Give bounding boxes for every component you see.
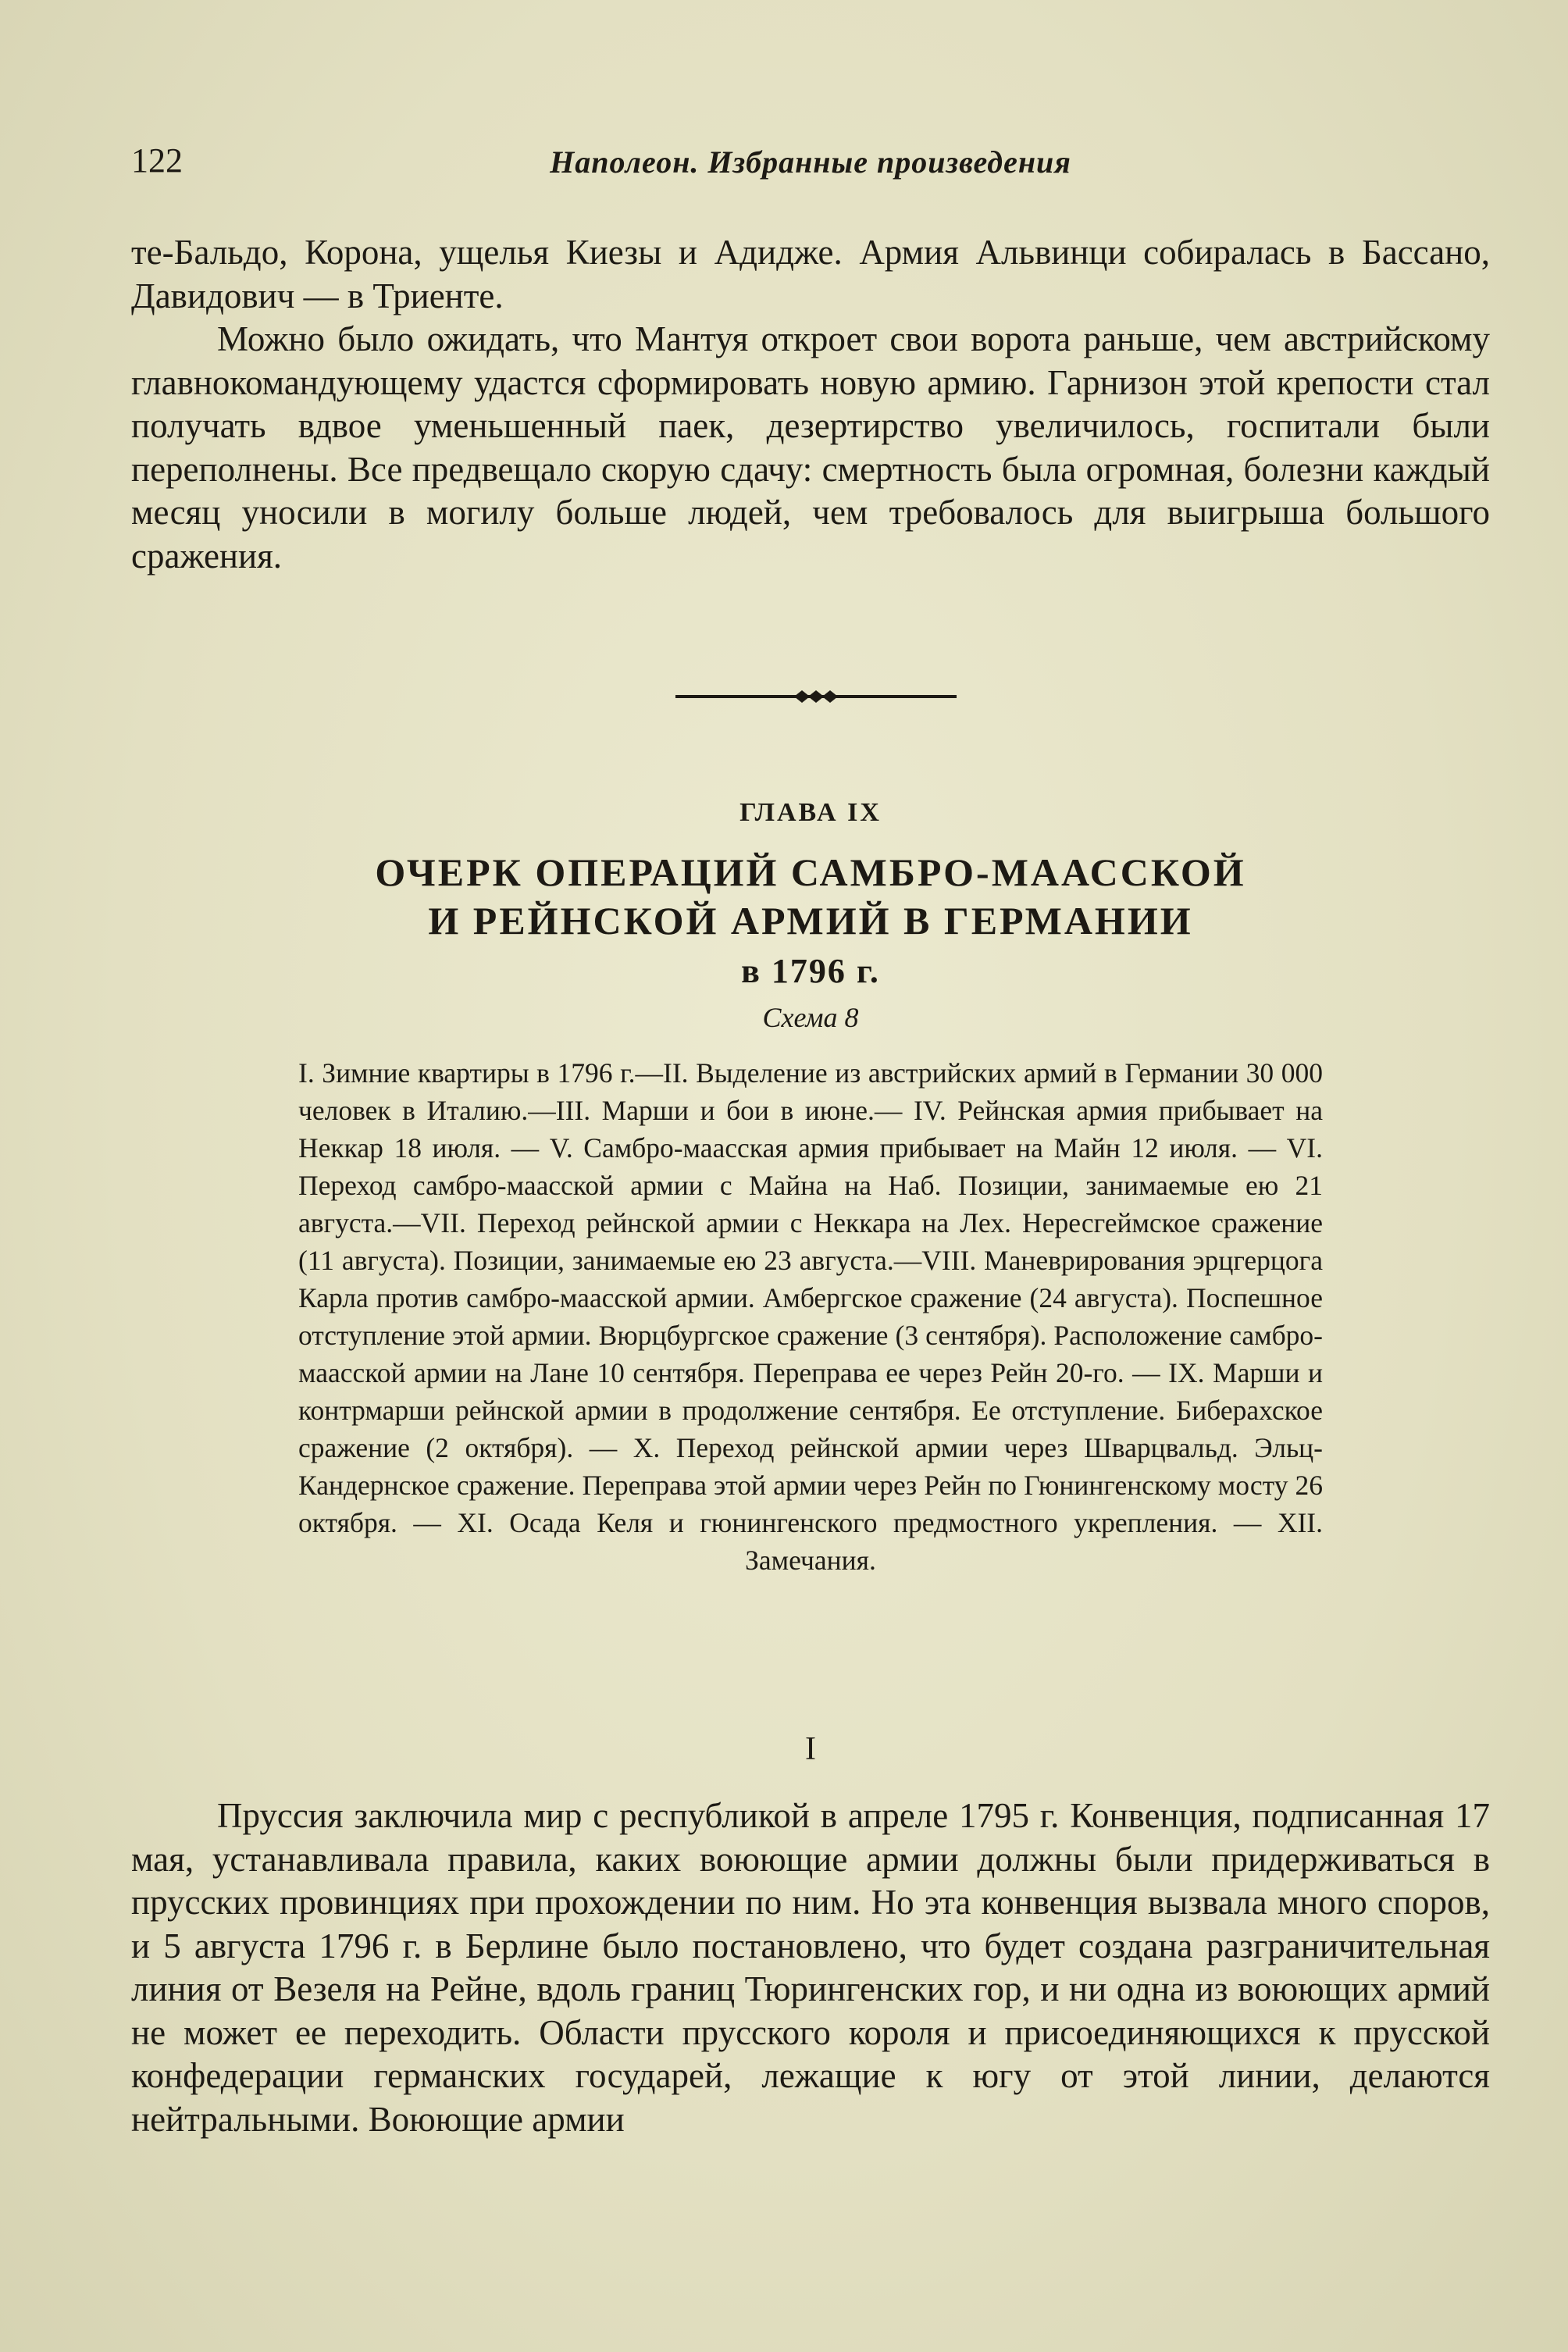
paragraph-mantua: Можно было ожидать, что Мантуя откроет свои ворота раньше, чем австрийскому главнокомандующему удастся сформировать новую армию. Гарнизон этой крепости стал получать вдвое уменьшенный паек, дезертирство увеличилось, госпитали были переполнены. Все предвещало скорую сдачу: смертность была огромная, болезни каждый месяц уносили в могилу больше людей, чем требовалось для выигрыша большого сражения.	[131, 319, 1490, 576]
chapter-title-line-1: ОЧЕРК ОПЕРАЦИЙ САМБРО-МААССКОЙ	[375, 850, 1246, 894]
paragraph-prussia: Пруссия заключила мир с республикой в апреле 1795 г. Конвенция, подписанная 17 мая, устанавливала правила, каких воюющие армии должны были придерживаться в прусских провинциях при прохождении по ним. Но эта конвенция вызвала много споров, и 5 августа 1796 г. в Берлине было постановлено, что будет создана разграничительная линия от Везеля на Рейне, вдоль границ Тюрингенских гор, и ни одна из воюющих армий не может ее переходить. Области прусского короля и присоединяющихся к прусской конфедерации германских государей, лежащие к югу от этой линии, делаются нейтральными. Воюющие армии	[131, 1796, 1490, 2139]
chapter-label: ГЛАВА IX	[739, 798, 882, 827]
chapter-year: в 1796 г.	[741, 952, 880, 990]
page-number: 122	[131, 141, 183, 180]
running-head	[131, 141, 1490, 187]
chapter-title	[131, 848, 1490, 945]
top-text-block	[131, 231, 1490, 578]
scheme-reference: Схема 8	[762, 1002, 859, 1033]
chapter-title-line-2: И РЕЙНСКОЙ АРМИЙ В ГЕРМАНИИ	[428, 899, 1193, 943]
paragraph-continuation: те-Бальдо, Корона, ущелья Киезы и Адидже. Армия Альвинци собиралась в Бассано, Давидович — в Триенте.	[131, 233, 1490, 315]
chapter-summary: I. Зимние квартиры в 1796 г.—II. Выделение из австрийских армий в Германии 30 000 человек в Италию.—III. Марши и бои в июне.— IV. Рейнская армия прибывает на Неккар 18 июля. — V. Самбро-маасская армия прибывает на Майн 12 июля. — VI. Переход самбро-маасской армии с Майна на Наб. Позиции, занимаемые ею 21 августа.—VII. Переход рейнской армии с Неккара на Лех. Нересгеймское сражение (11 августа). Позиции, занимаемые ею 23 августа.—VIII. Маневрирования эрцгерцога Карла против самбро-маасской армии. Амбергское сражение (24 августа). Поспешное отступление этой армии. Вюрцбургское сражение (3 сентября). Расположение самбро-маасской армии на Лане 10 сентября. Переправа ее через Рейн 20-го. — IX. Марши и контрмарши рейнской армии в продолжение сентября. Ее отступление. Биберахское сражение (2 октября). — X. Переход рейнской армии через Шварцвальд. Эльц-Кандернское сражение. Переправа этой армии через Рейн по Гюнингенскому мосту 26 октября. — XI. Осада Келя и гюнингенского предмостного укрепления. — XII. Замечания.	[298, 1057, 1323, 1576]
section-text-block	[131, 1794, 1490, 2141]
running-title: Наполеон. Избранные произведения	[550, 144, 1071, 180]
section-number: I	[805, 1731, 816, 1767]
section-divider-ornament	[675, 686, 957, 707]
